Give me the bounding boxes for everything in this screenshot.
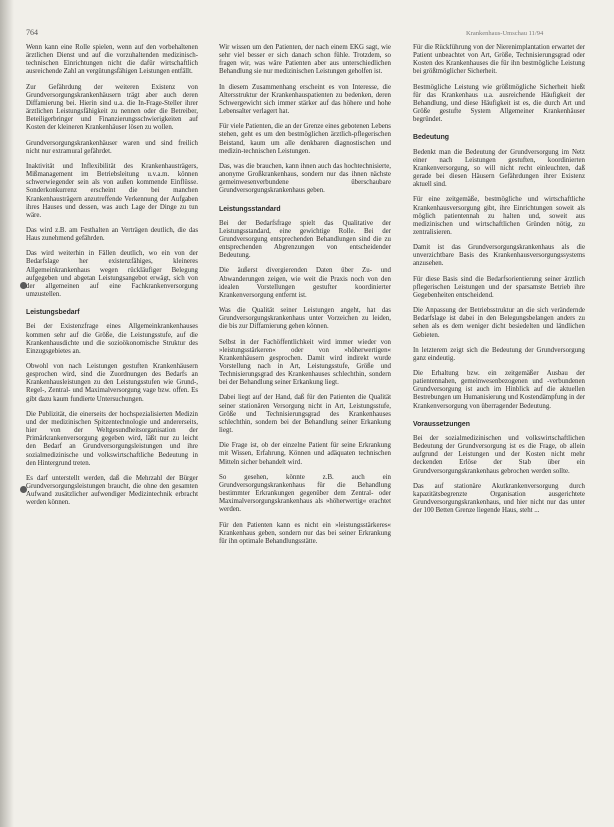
section-heading: Bedeutung: [413, 134, 449, 142]
paragraph: Bestmögliche Leistung wie größtmögliche Sicherheit hießt für das Krankenhaus u.a. ausreichende Häufigkeit der Behandlung, und diese Häufigkeit ist es, die durch Art und Größe gestufte System Allgemeiner Krankenhäuser begründet.: [413, 83, 585, 124]
text-column-3: [413, 44, 585, 819]
section-heading: Voraussetzungen: [413, 420, 470, 428]
paragraph: Inaktivität und Inflexibilität des Krankenhausträgers, Mißmanagement im Betriebsleitung u.v.a.m. können schwerwiegender sein als von außen kommende Einflüsse. Sonderkonkurrenz erscheint die bei manchen Krankenhausträgern anzutreffende Verkennung der Aufgaben ihres Hauses und dessen, was auch Lage der Dinge zu tun wäre.: [26, 162, 198, 219]
paragraph: Das wird z.B. am Festhalten an Verträgen deutlich, die das Haus zunehmend gefährden.: [26, 226, 198, 243]
scan-margin-shadow: [0, 0, 14, 827]
paragraph: Bei der Existenzfrage eines Allgemeinkrankenhauses kommen sehr auf die Größe, die Leistungsstufe, auf die Krankenhausdichte und die sozioökonomische Struktur des Einzugsgebietes an.: [26, 323, 198, 355]
text-column-2: [219, 44, 391, 819]
paragraph: Was die Qualität seiner Leistungen angeht, hat das Grundversorgungskrankenhaus unter Vorzeichen zu leiden, die bis zur Diffamierung gehen können.: [219, 307, 391, 331]
paragraph: Wir wissen um den Patienten, der nach einem EKG sagt, wie sehr viel besser er sich danach schon fühle. Trotzdem, so fragen wir, was wäre Patienten aber aus unterschiedlichen Behandlung sie nur medizinischen Leistungen geholfen ist.: [219, 44, 391, 76]
paragraph: In letzterem zeigt sich die Bedeutung der Grundversorgung ganz eindeutig.: [413, 346, 585, 362]
paragraph: Die äußerst divergierenden Daten über Zu- und Abwanderungen zeigen, wie weit die Praxis noch von den idealen Vorstellungen gestufter koordinierter Krankenversorgung entfernt ist.: [219, 267, 391, 299]
paragraph: Für die Rückführung von der Nierenimplantation erwartet der Patient unbeachtet von Art, Größe, Technisierungsgrad oder Kosten des Krankenhauses die für ihn bestmögliche Leistung bei größtmöglicher Sicherheit.: [413, 44, 585, 76]
paragraph: Die Erhaltung bzw. ein zeitgemäßer Ausbau der patientennahen, gemeinwesenbezogenen und -verbundenen Grundversorgung ist auch im Hinblick auf die aktuellen Bestrebungen um Humanisierung und Kostendämpfung in der Krankenversorgung von überragender Bedeutung.: [413, 370, 585, 410]
paragraph: Grundversorgungskrankenhäuser waren und sind freilich nicht nur extramural gefährdet.: [26, 139, 198, 155]
paragraph: Bei der sozialmedizinischen und volkswirtschaftlichen Bedeutung der Grundversorgung ist es die Frage, ob allein aufgrund der Leistungen und der Kosten nicht mehr deckenden Erlöse der Stab über ein Grundversorgungskrankenhaus gebrochen werden sollte.: [413, 434, 585, 475]
paragraph: Das, was die brauchen, kann ihnen auch das hochtechnisierte, anonyme Großkrankenhaus, sondern nur das ihnen nächste gemeinwesenverbundene überschaubare Grundversorgungskrankenhaus geben.: [219, 162, 391, 195]
paragraph: Für den Patienten kann es nicht ein »leistungsstärkeres« Krankenhaus geben, sondern nur das bei seiner Erkrankung für ihn optimale Behandlungsstätte.: [219, 521, 391, 545]
paragraph: Es darf unterstellt werden, daß die Mehrzahl der Bürger Grundversorgungsleistungen braucht, die ohne den gesamten Aufwand zusätzlicher aufwendiger Medizintechnik erbracht werden können.: [26, 474, 198, 507]
paragraph: Für diese Basis sind die Bedarfsorientierung seiner ärztlich pflegerischen Leistungen und der sparsamste Betrieb ihre Gegebenheiten entscheidend.: [413, 275, 585, 299]
section-heading: Leistungsbedarf: [26, 309, 80, 317]
paragraph: Bei der Bedarfsfrage spielt das Qualitative der Leistungsstandard, eine gewichtige Rolle. Bei der Grundversorgung entsprechenden Behandlungen sind die zu entsprechenden Abgrenzungen von entscheidender Bedeutung.: [219, 219, 391, 260]
paragraph: Damit ist das Grundversorgungskrankenhaus als die unverzichtbare Basis des Krankenhausversorgungssystems anzusehen.: [413, 244, 585, 268]
paragraph: Das wird weiterhin in Fällen deutlich, wo ein von der Bedarfslage her existenzfähiges, kleineres Allgemeinkrankenhaus wegen rückläufiger Belegung aufgegeben und abgetan Leistungsangebot erwägt, sich von der allgemeinen auf eine Fachkrankenversorgung umzustellen.: [26, 250, 198, 299]
paragraph: Zur Gefährdung der weiteren Existenz von Grundversorgungskrankenhäusern trägt aber auch deren Diffamierung bei. Hierin sind u.a. die In-Frage-Steller ihrer ärztlichen Leistungsfähigkeit zu nennen oder die Betreiber, Beteiligerbringer und Finanzierungsschwierigkeiten auf Kosten der kleineren Krankenhäuser lösen zu wollen.: [26, 83, 198, 132]
paragraph: Bedenkt man die Bedeutung der Grundversorgung im Netz einer nach Leistungen gestuften, koordinierten Krankenversorgung, so will nicht recht einleuchten, daß gerade bei diesen Häusern Gefährdungen ihrer Existenz aktuell sind.: [413, 148, 585, 189]
paragraph: So gesehen, könnte z.B. auch ein Grundversorgungskrankenhaus für die Behandlung bestimmter Erkrankungen gegenüber dem Zentral- oder Maximalversorgungskrankenhaus als »höherwertig« erachtet werden.: [219, 473, 391, 514]
paragraph: Die Frage ist, ob der einzelne Patient für seine Erkrankung mit Wissen, Erfahrung, Können und adäquaten technischen Mitteln sicher behandelt wird.: [219, 442, 391, 466]
text-column-1: [26, 44, 198, 819]
paragraph: Obwohl von nach Leistungen gestuften Krankenhäusern gesprochen wird, sind die Zuordnungen des Bedarfs an Krankenhausleistungen zu den Leistungsstufen wie Grund-, Regel-, Zentral- und Maximalversorgung vage bzw. offen. Es gibt dazu kaum fundierte Untersuchungen.: [26, 363, 198, 403]
paragraph: Die Anpassung der Betriebsstruktur an die sich verändernde Bedarfslage ist dabei in den Belegungsbelangen anders zu sehen als es dem weniger dicht besiedelten und ländlichen Gebieten.: [413, 307, 585, 339]
paragraph: Die Publizität, die einerseits der hochspezialisierten Medizin und der medizinischen Spitzentechnologie und andererseits, hier von der Weltgesundheitsorganisation der Primärkrankenversorgung gegeben wird, läßt nur zu leicht den Bedarf an Grundversorgungsleistungen und ihre sozialmedizinische und volkswirtschaftliche Bedeutung in den Hintergrund treten.: [26, 410, 198, 467]
page-number: 764: [26, 28, 38, 37]
paragraph: Wenn kann eine Rolle spielen, wenn auf den vorbehaltenen ärztlichen Dienst und auf die vorzuhaltenden medizinisch-technischen Einrichtungen nicht die dafür wirtschaftlich ausreichende Zahl an vergütungsfähigen Leistungen entfällt.: [26, 44, 198, 76]
paragraph: Das auf stationäre Akutkrankenversorgung durch kapazitätsbegrenzte Organisation ausgerichtete Grundversorgungskrankenhaus, und hier nicht nur das unter der 100 Betten Grenze liegende Haus, steht ...: [413, 482, 585, 515]
paragraph: Für eine zeitgemäße, bestmögliche und wirtschaftliche Krankenhausversorgung gibt, ihre Einrichtungen soweit als möglich patientennah zu halten und, soweit aus medizinischen und wirtschaftlichen Gründen nötig, zu zentralisieren.: [413, 196, 585, 236]
paragraph: Dabei liegt auf der Hand, daß für den Patienten die Qualität seiner stationären Versorgung nicht in Art, Leistungsstufe, Größe und Technisierungsgrad des Krankenhauses schlechthin, sondern bei der Behandlung seiner Erkankung liegt.: [219, 394, 391, 435]
section-heading: Leistungsstandard: [219, 205, 281, 213]
paragraph: In diesem Zusammenhang erscheint es von Interesse, die Altersstruktur der Krankenhauspatienten zu bedenken, deren Schwergewicht sich immer stärker auf das höhere und hohe Lebensalter verlagert hat.: [219, 83, 391, 116]
paragraph: Selbst in der Fachöffentlichkeit wird immer wieder von »leistungsstärkeren« oder von »höherwertigen« Krankenhäusern gesprochen. Damit wird indirekt wurde Vorstellung nach in Art, Leistungsstufe, Größe und Technisierungsgrad des Krankenhauses schlechthin, sondern bei der Behandlung seiner Erkankung liegt.: [219, 338, 391, 387]
running-title: Krankenhaus-Umschau 11/94: [466, 30, 544, 37]
paragraph: Für viele Patienten, die an der Grenze eines gebotenen Lebens stehen, geht es um den bestmöglichen ärztlich-pflegerischen Beistand, kaum um alle denkbaren diagnostischen und medizin-technischen Leistungen.: [219, 123, 391, 155]
